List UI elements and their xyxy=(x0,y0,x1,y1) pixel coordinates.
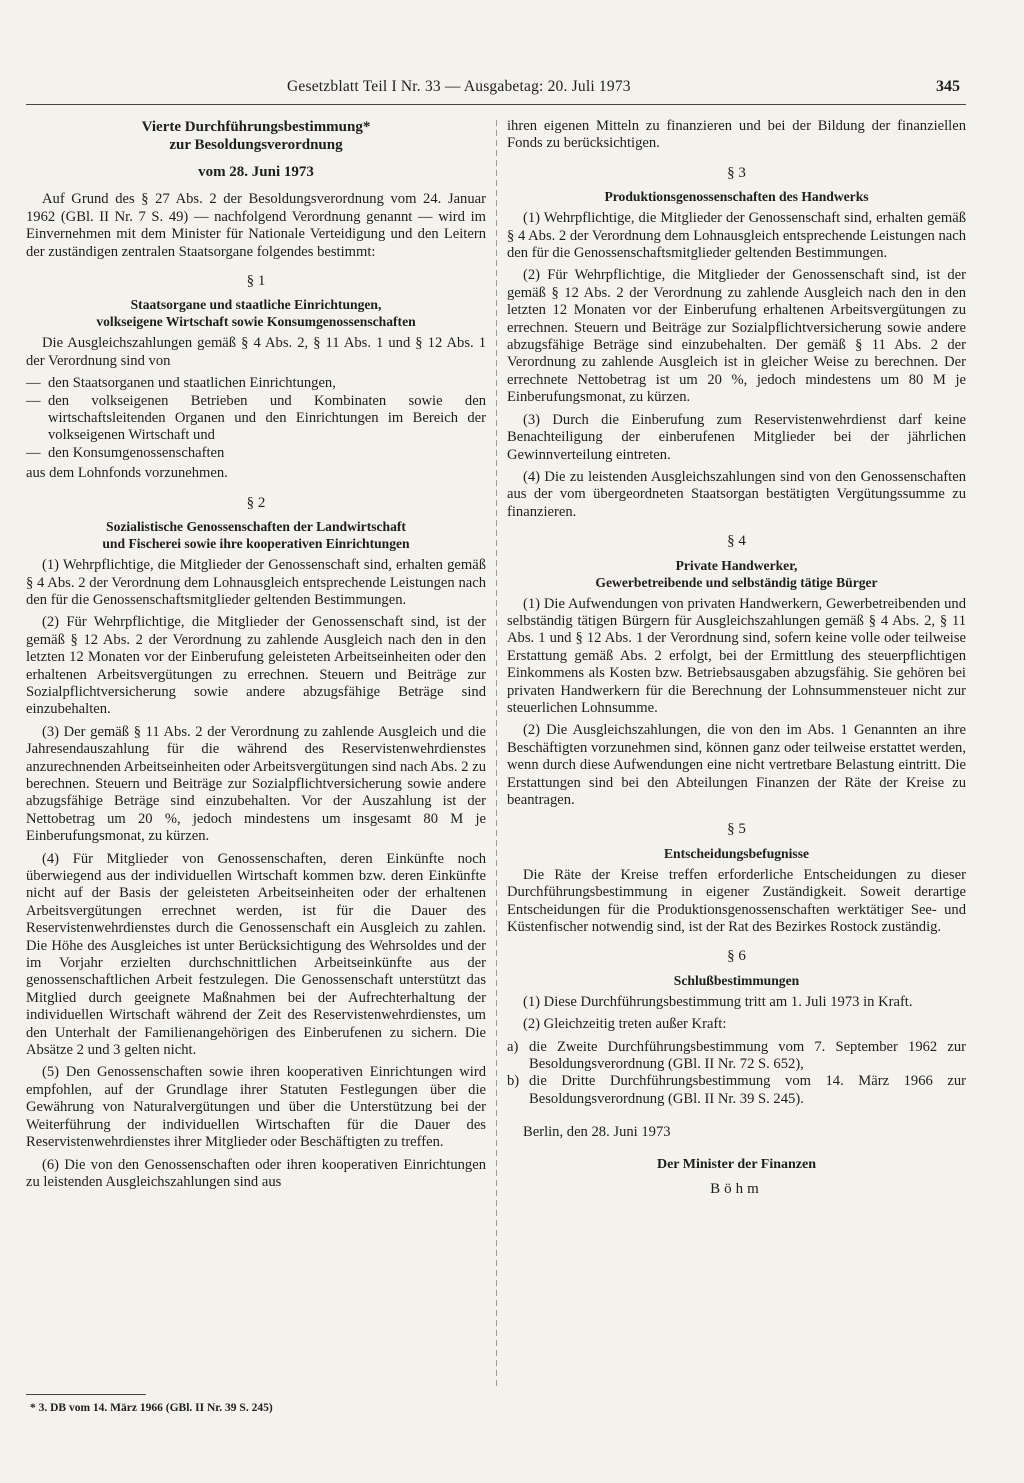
section-6-list xyxy=(507,1039,966,1109)
right-column xyxy=(507,118,966,1199)
list-marker: a) xyxy=(507,1038,519,1055)
section-6-title: Schlußbestimmungen xyxy=(673,972,800,988)
section-5-number: § 5 xyxy=(727,821,746,838)
section-5-title: Entscheidungsbefugnisse xyxy=(663,845,810,861)
document-date: vom 28. Juni 1973 xyxy=(198,164,314,180)
document-title xyxy=(26,118,486,154)
header-rule xyxy=(26,104,966,105)
list-item-text: die Dritte Durchführungsbestimmung vom 14. März 1966 zur Besoldungsverordnung (GBl. II Nr. 39 S. 245). xyxy=(529,1073,966,1107)
section-2-paragraph-2: (2) Für Wehrpflichtige, die Mitglieder der Genossenschaft sind, ist der gemäß § 12 Abs. 2 der Verordnung zu zahlende Ausgleich nach den in den letzten 12 Monaten vor der Einberufung geleisteten Arbeitseinheiten oder den erhaltenen Arbeitsvergütungen zu errechnen. Steuern und Beiträge zur Sozialpflichtversicherung sowie andere abzugsfähige Beträge sind einzubehalten. xyxy=(26,614,486,718)
left-column xyxy=(26,118,486,1196)
section-6-paragraph-2: (2) Gleichzeitig treten außer Kraft: xyxy=(523,1016,727,1033)
section-4-title xyxy=(507,557,966,591)
section-3-paragraph-4: (4) Die zu leistenden Ausgleichszahlungen sind von den Genossenschaften aus der vom übergeordneten Staatsorgan bestätigten Vergütungssumme zu finanzieren. xyxy=(507,468,966,520)
section-2-paragraph-6: (6) Die von den Genossenschaften oder ihren kooperativen Einrichtungen zu leistenden Ausgleichszahlungen sind aus xyxy=(26,1156,486,1190)
section-1-list xyxy=(26,375,486,462)
section-1-title-line-2: volkseigene Wirtschaft sowie Konsumgenossenschaften xyxy=(96,314,416,330)
list-item: — den volkseigenen Betrieben und Kombinaten sowie den wirtschaftsleitenden Organen und den Einrichtungen im Bereich der volkseigenen Wirtschaft und xyxy=(26,393,486,445)
list-item: — den Staatsorganen und staatlichen Einrichtungen, xyxy=(26,375,486,392)
section-1-title xyxy=(26,296,486,330)
section-3-title: Produktionsgenossenschaften des Handwerks xyxy=(604,189,869,205)
section-6-number: § 6 xyxy=(727,948,746,965)
list-item xyxy=(507,1073,966,1108)
section-3-paragraph-1: (1) Wehrpflichtige, die Mitglieder der Genossenschaft sind, erhalten gemäß § 4 Abs. 2 der Verordnung dem Lohnausgleich entsprechende Leistungen nach den für die Genossenschaftsmitglieder geltenden Bestimmungen. xyxy=(507,210,966,262)
section-1-outro: aus dem Lohnfonds vorzunehmen. xyxy=(26,465,228,482)
continuation-text: ihren eigenen Mitteln zu finanzieren und bei der Bildung der finanziellen Fonds zu berücksichtigen. xyxy=(507,118,966,152)
section-2-title xyxy=(26,518,486,552)
preamble: Auf Grund des § 27 Abs. 2 der Besoldungsverordnung vom 24. Januar 1962 (GBl. II Nr. 7 S. 49) — nachfolgend Verordnung genannt — wird im Einvernehmen mit dem Minister für Nationale Verteidigung und den Leitern der zuständigen zentralen Staatsorgane folgendes bestimmt: xyxy=(26,191,486,260)
title-line-2: zur Besoldungsverordnung xyxy=(169,137,343,153)
title-line-1: Vierte Durchführungsbestimmung* xyxy=(141,119,371,135)
list-item xyxy=(507,1039,966,1074)
section-2-title-line-1: Sozialistische Genossenschaften der Landwirtschaft xyxy=(106,519,406,535)
header-title: Gesetzblatt Teil I Nr. 33 — Ausgabetag: 20. Juli 1973 xyxy=(287,78,631,95)
list-marker: b) xyxy=(507,1073,520,1090)
section-3-paragraph-3: (3) Durch die Einberufung zum Reservistenwehrdienst darf keine Benachteiligung der einberufenen Mitglieder bei der jährlichen Gewinnverteilung eintreten. xyxy=(507,411,966,463)
footnote: * 3. DB vom 14. März 1966 (GBl. II Nr. 39 S. 245) xyxy=(30,1402,273,1414)
section-2-paragraph-5: (5) Den Genossenschaften sowie ihren kooperativen Einrichtungen wird empfohlen, auf der Grundlage ihrer Statuten Festlegungen über die Gewährung von Naturalvergütungen und über die Unterstützung bei der Weiterführung der individuellen Wirtschaften für die Dauer des Reservistenwehrdienstes ihrer Mitglieder oder Beschäftigten zu treffen. xyxy=(26,1064,486,1151)
signature-name: Böhm xyxy=(710,1181,763,1198)
section-2-title-line-2: und Fischerei sowie ihre kooperativen Einrichtungen xyxy=(102,536,410,552)
footnote-rule xyxy=(26,1394,146,1395)
page-header xyxy=(0,78,1024,102)
section-4-paragraph-2: (2) Die Ausgleichszahlungen, die von den im Abs. 1 Genannten an ihre Beschäftigten vorzunehmen sind, können ganz oder teilweise erstattet werden, wenn durch diese Aufwendungen eine nicht vertretbare Belastung eintritt. Die Erstattungen sind bei den Abteilungen Finanzen der Räte der Kreise zu beantragen. xyxy=(507,722,966,808)
section-1-title-line-1: Staatsorgane und staatliche Einrichtungen, xyxy=(130,297,382,313)
section-6-paragraph-1: (1) Diese Durchführungsbestimmung tritt am 1. Juli 1973 in Kraft. xyxy=(523,993,913,1010)
section-2-number: § 2 xyxy=(246,494,266,511)
section-3-number: § 3 xyxy=(727,164,746,181)
page-number: 345 xyxy=(936,78,960,95)
section-1-number: § 1 xyxy=(246,273,266,290)
section-3-paragraph-2: (2) Für Wehrpflichtige, die Mitglieder der Genossenschaft sind, ist der gemäß § 12 Abs. 2 der Verordnung zu zahlende Ausgleich nach den in den letzten 12 Monaten vor der Einberufung erhaltenen Arbeitsvergütungen zu errechnen. Steuern und Beiträge zur Sozialpflichtversicherung sowie andere abzugsfähige Beträge sind einzubehalten. Der gemäß § 11 Abs. 2 der Verordnung zu zahlende Ausgleich ist in gleicher Weise zu berechnen. Der errechnete Nettobetrag ist um 20 %, jedoch mindestens um 80 M je Einberufungsmonat, zu kürzen. xyxy=(507,267,966,406)
section-2-paragraph-3: (3) Der gemäß § 11 Abs. 2 der Verordnung zu zahlende Ausgleich und die Jahresendauszahlung für die während des Reservistenwehrdienstes anzurechnenden Arbeitseinheiten oder Arbeitsvergütungen sind nach Abs. 2 zu berechnen. Steuern und Beiträge zur Sozialpflichtversicherung sowie andere abzugsfähige Beträge sind einzubehalten. Vor der Auszahlung ist der Nettobetrag um 20 %, jedoch mindestens um insgesamt 80 M je Einberufungsmonat, zu kürzen. xyxy=(26,723,486,845)
section-1-intro: Die Ausgleichszahlungen gemäß § 4 Abs. 2, § 11 Abs. 1 und § 12 Abs. 1 der Verordnung sind von xyxy=(26,335,486,369)
column-divider xyxy=(496,120,497,1388)
section-2-paragraph-4: (4) Für Mitglieder von Genossenschaften, deren Einkünfte noch überwiegend aus der individuellen Wirtschaft kommen bzw. deren Einkünfte nicht auf der Basis der geleisteten Arbeitseinheiten oder der erhaltenen Arbeitsvergütungen errechnet werden, ist für die Dauer des Reservistenwehrdienstes durch die Genossenschaft ein Ausgleich zu zahlen. Die Höhe des Ausgleiches ist unter Berücksichtigung des Wehrsoldes und der im Vorjahr erzielten durchschnittlichen Arbeitseinkünfte aus der genossenschaftlichen Arbeit festzulegen. Die Genossenschaft unterstützt das Mitglied durch geeignete Maßnahmen bei der Aufrechterhaltung der individuellen Wirtschaft während der Zeit des Reservistenwehrdienstes, um den Unterhalt der Familienangehörigen des Einberufenen zu sichern. Die Absätze 2 und 3 gelten nicht. xyxy=(26,850,486,1059)
signature-title: Der Minister der Finanzen xyxy=(656,1156,817,1172)
list-item: — den Konsumgenossenschaften xyxy=(26,445,486,462)
signature-place-date: Berlin, den 28. Juni 1973 xyxy=(523,1124,671,1141)
section-4-title-line-1: Private Handwerker, xyxy=(675,557,798,573)
section-2-paragraph-1: (1) Wehrpflichtige, die Mitglieder der Genossenschaft sind, erhalten gemäß § 4 Abs. 2 der Verordnung dem Lohnausgleich entsprechende Leistungen nach den für die Genossenschaftsmitglieder geltenden Bestimmungen. xyxy=(26,557,486,608)
section-4-number: § 4 xyxy=(727,533,746,550)
section-5-paragraph-1: Die Räte der Kreise treffen erforderliche Entscheidungen zu dieser Durchführungsbestimmung in eigener Zuständigkeit. Soweit derartige Entscheidungen für die Produktionsgenossenschaften werktätiger See- und Küstenfischer notwendig sind, ist der Rat des Bezirkes Rostock zuständig. xyxy=(507,866,966,936)
section-4-title-line-2: Gewerbetreibende und selbständig tätige Bürger xyxy=(595,574,878,590)
list-item-text: die Zweite Durchführungsbestimmung vom 7. September 1962 zur Besoldungsverordnung (GBl. II Nr. 72 S. 652), xyxy=(529,1038,966,1073)
section-4-paragraph-1: (1) Die Aufwendungen von privaten Handwerkern, Gewerbetreibenden und selbständig tätigen Bürgern für Ausgleichszahlungen gemäß § 4 Abs. 2, § 11 Abs. 1 und § 12 Abs. 1 der Verordnung sind, sofern keine volle oder teilweise Erstattung gemäß Abs. 2 erfolgt, bei der Ermittlung des steuerpflichtigen Einkommens als Kosten bzw. Betriebsausgaben abzugsfähig. Sie gehören bei privaten Handwerkern für die Berechnung der Lohnsummensteuer nicht zur steuerlichen Lohnsumme. xyxy=(507,595,966,716)
